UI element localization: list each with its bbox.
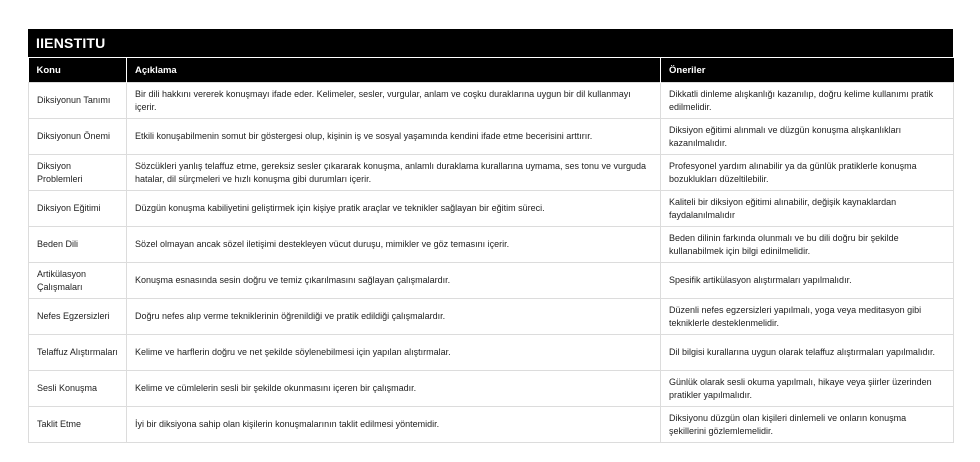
suggestion-cell: Diksiyon eğitimi alınmalı ve düzgün konuşma alışkanlıkları kazanılmalıdır.: [661, 119, 954, 155]
description-cell: Doğru nefes alıp verme tekniklerinin öğrenildiği ve pratik edildiği çalışmalardır.: [127, 299, 661, 335]
table-row: [29, 263, 954, 299]
suggestion-cell: Dikkatli dinleme alışkanlığı kazanılıp, doğru kelime kullanımı pratik edilmelidir.: [661, 83, 954, 119]
topic-cell: Beden Dili: [29, 227, 127, 263]
table-row: [29, 335, 954, 371]
description-cell: Düzgün konuşma kabiliyetini geliştirmek için kişiye pratik araçlar ve teknikler sağlayan bir eğitim süreci.: [127, 191, 661, 227]
table-head: [29, 58, 954, 83]
topic-cell: Artikülasyon Çalışmaları: [29, 263, 127, 299]
topic-cell: Telaffuz Alıştırmaları: [29, 335, 127, 371]
description-cell: İyi bir diksiyona sahip olan kişilerin konuşmalarının taklit edilmesi yöntemidir.: [127, 407, 661, 443]
column-header-suggestions: Öneriler: [661, 58, 954, 83]
table-row: [29, 371, 954, 407]
description-cell: Kelime ve cümlelerin sesli bir şekilde okunmasını içeren bir çalışmadır.: [127, 371, 661, 407]
topic-cell: Taklit Etme: [29, 407, 127, 443]
description-cell: Kelime ve harflerin doğru ve net şekilde söylenebilmesi için yapılan alıştırmalar.: [127, 335, 661, 371]
description-cell: Sözcükleri yanlış telaffuz etme, gereksiz sesler çıkararak konuşma, anlamlı duraklama kurallarına uymama, ses tonu ve vurguda hatalar, dil sürçmeleri ve hızlı konuşma gibi durumları içerir.: [127, 155, 661, 191]
suggestion-cell: Spesifik artikülasyon alıştırmaları yapılmalıdır.: [661, 263, 954, 299]
topic-cell: Diksiyon Eğitimi: [29, 191, 127, 227]
suggestion-cell: Beden dilinin farkında olunmalı ve bu dili doğru bir şekilde kullanabilmek için bilgi edinilmelidir.: [661, 227, 954, 263]
header-row: [29, 58, 954, 83]
table-row: [29, 299, 954, 335]
table-body: [29, 83, 954, 443]
table-row: [29, 191, 954, 227]
column-header-topic: Konu: [29, 58, 127, 83]
description-cell: Etkili konuşabilmenin somut bir göstergesi olup, kişinin iş ve sosyal yaşamında kendini ifade etme becerisini arttırır.: [127, 119, 661, 155]
topic-cell: Nefes Egzersizleri: [29, 299, 127, 335]
suggestion-cell: Profesyonel yardım alınabilir ya da günlük pratiklerle konuşma bozuklukları düzeltilebilir.: [661, 155, 954, 191]
table-container: [28, 29, 953, 443]
table-row: [29, 155, 954, 191]
description-cell: Bir dili hakkını vererek konuşmayı ifade eder. Kelimeler, sesler, vurgular, anlam ve coşku duraklarına uygun bir dil kullanmayı içerir.: [127, 83, 661, 119]
topic-cell: Sesli Konuşma: [29, 371, 127, 407]
topic-cell: Diksiyonun Önemi: [29, 119, 127, 155]
suggestion-cell: Dil bilgisi kurallarına uygun olarak telaffuz alıştırmaları yapılmalıdır.: [661, 335, 954, 371]
description-cell: Konuşma esnasında sesin doğru ve temiz çıkarılmasını sağlayan çalışmalardır.: [127, 263, 661, 299]
table-row: [29, 83, 954, 119]
table-row: [29, 227, 954, 263]
suggestion-cell: Günlük olarak sesli okuma yapılmalı, hikaye veya şiirler üzerinden pratikler yapılmalıdır.: [661, 371, 954, 407]
suggestion-cell: Kaliteli bir diksiyon eğitimi alınabilir, değişik kaynaklardan faydalanılmalıdır: [661, 191, 954, 227]
topic-cell: Diksiyonun Tanımı: [29, 83, 127, 119]
description-cell: Sözel olmayan ancak sözel iletişimi destekleyen vücut duruşu, mimikler ve göz temasını içerir.: [127, 227, 661, 263]
info-table: [28, 57, 954, 443]
table-row: [29, 407, 954, 443]
suggestion-cell: Düzenli nefes egzersizleri yapılmalı, yoga veya meditasyon gibi tekniklerle desteklenmelidir.: [661, 299, 954, 335]
table-row: [29, 119, 954, 155]
column-header-description: Açıklama: [127, 58, 661, 83]
brand-header: IIENSTITU: [28, 29, 953, 57]
topic-cell: Diksiyon Problemleri: [29, 155, 127, 191]
suggestion-cell: Diksiyonu düzgün olan kişileri dinlemeli ve onların konuşma şekillerini gözlemlemelidir.: [661, 407, 954, 443]
